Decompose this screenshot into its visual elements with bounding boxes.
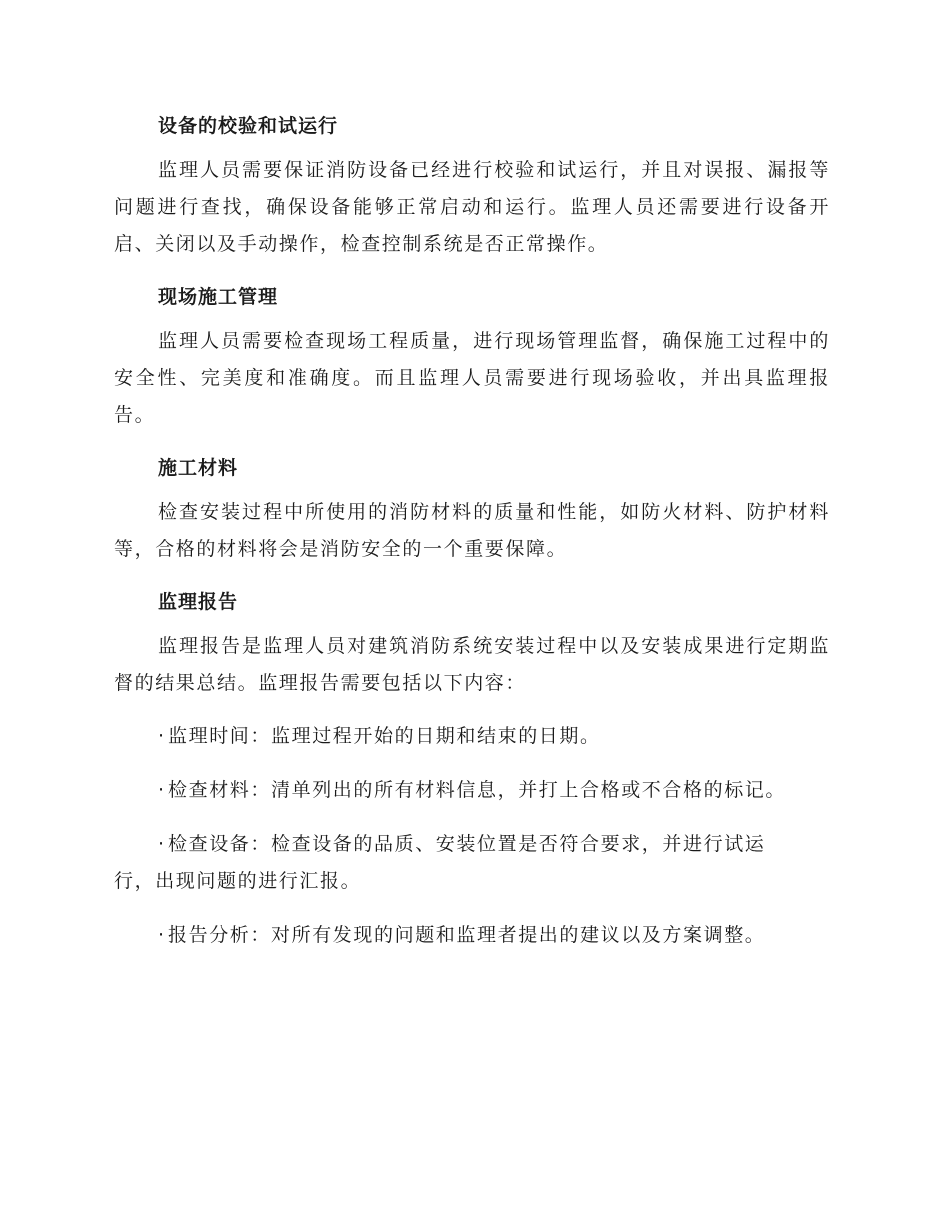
section-paragraph: 检查安装过程中所使用的消防材料的质量和性能，如防火材料、防护材料等，合格的材料将会是消防安全的一个重要保障。 (114, 501, 830, 560)
bullet-marker: · (158, 833, 166, 855)
section-heading: 监理报告 (158, 591, 239, 613)
section-site-management (114, 279, 830, 434)
section-paragraph: 监理人员需要保证消防设备已经进行校验和试运行，并且对误报、漏报等问题进行查找，确保设备能够正常启动和运行。监理人员还需要进行设备开启、关闭以及手动操作，检查控制系统是否正常操作。 (114, 159, 830, 255)
bullet-marker: · (158, 725, 166, 747)
section-heading: 施工材料 (158, 457, 239, 479)
report-contents-list (114, 718, 830, 954)
list-item (114, 772, 830, 809)
section-paragraph: 监理报告是监理人员对建筑消防系统安装过程中以及安装成果进行定期监督的结果总结。监理报告需要包括以下内容： (114, 635, 830, 694)
document-page (114, 108, 830, 971)
bullet-marker: · (158, 779, 166, 801)
section-materials (114, 450, 830, 568)
list-item-text: 报告分析：对所有发现的问题和监理者提出的建议以及方案调整。 (168, 924, 766, 946)
list-item-text: 检查材料：清单列出的所有材料信息，并打上合格或不合格的标记。 (168, 779, 787, 801)
list-item (114, 826, 830, 900)
list-item-text: 检查设备：检查设备的品质、安装位置是否符合要求，并进行试运行，出现问题的进行汇报。 (114, 833, 766, 892)
section-equipment-testing (114, 108, 830, 263)
list-item-text: 监理时间：监理过程开始的日期和结束的日期。 (168, 725, 601, 747)
section-heading: 设备的校验和试运行 (158, 115, 339, 137)
section-paragraph: 监理人员需要检查现场工程质量，进行现场管理监督，确保施工过程中的安全性、完美度和准确度。而且监理人员需要进行现场验收，并出具监理报告。 (114, 330, 830, 426)
list-item (114, 718, 830, 755)
bullet-marker: · (158, 924, 166, 946)
list-item (114, 917, 830, 954)
section-heading: 现场施工管理 (158, 286, 279, 308)
section-report (114, 584, 830, 702)
